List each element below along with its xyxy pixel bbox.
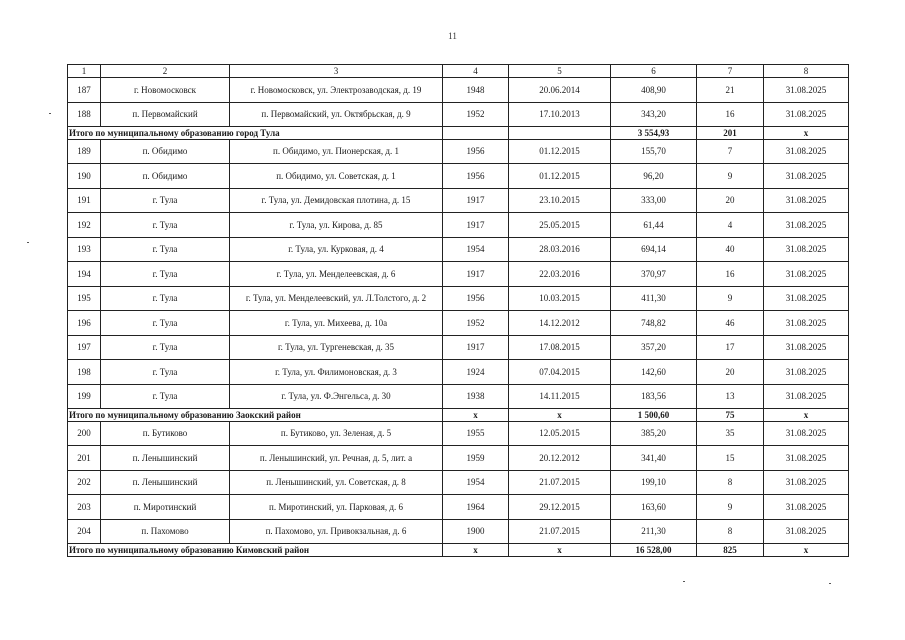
table-cell: 343,20 xyxy=(611,102,697,127)
table-cell: 1917 xyxy=(443,188,509,213)
table-cell: 200 xyxy=(68,421,101,446)
table-cell: 13 xyxy=(697,384,764,409)
table-cell: 28.03.2016 xyxy=(509,237,611,262)
table-row xyxy=(68,421,849,446)
table-cell: 15 xyxy=(697,446,764,471)
table-cell: 20.12.2012 xyxy=(509,446,611,471)
table-cell: 1952 xyxy=(443,102,509,127)
header-cell: 1 xyxy=(68,65,101,78)
table-cell: 21.07.2015 xyxy=(509,519,611,544)
table-cell: 196 xyxy=(68,311,101,336)
table-cell: 8 xyxy=(697,470,764,495)
table-row xyxy=(68,360,849,385)
table-cell: 7 xyxy=(697,139,764,164)
table-cell: г. Тула, ул. Филимоновская, д. 3 xyxy=(230,360,443,385)
table-cell: п. Пахомово, ул. Привокзальная, д. 6 xyxy=(230,519,443,544)
table-cell: г. Тула xyxy=(101,237,230,262)
table-cell: 408,90 xyxy=(611,78,697,103)
total-cell: 201 xyxy=(697,127,764,140)
table-cell: 370,97 xyxy=(611,262,697,287)
table-cell: 9 xyxy=(697,164,764,189)
table-cell: 31.08.2025 xyxy=(764,286,849,311)
total-cell: 75 xyxy=(697,409,764,422)
table-cell: 23.10.2015 xyxy=(509,188,611,213)
table-row xyxy=(68,335,849,360)
table-cell: 31.08.2025 xyxy=(764,102,849,127)
table-cell: 1948 xyxy=(443,78,509,103)
table-cell: 203 xyxy=(68,495,101,520)
table-cell: 1956 xyxy=(443,164,509,189)
table-cell: 21.07.2015 xyxy=(509,470,611,495)
table-cell: 1959 xyxy=(443,446,509,471)
table-cell: г. Тула, ул. Тургеневская, д. 35 xyxy=(230,335,443,360)
table-cell: 191 xyxy=(68,188,101,213)
table-cell: 22.03.2016 xyxy=(509,262,611,287)
table-cell: 1938 xyxy=(443,384,509,409)
table-row xyxy=(68,286,849,311)
table-cell: г. Тула xyxy=(101,335,230,360)
table-cell: п. Бутиково, ул. Зеленая, д. 5 xyxy=(230,421,443,446)
table-cell: г. Тула xyxy=(101,188,230,213)
table-cell: 385,20 xyxy=(611,421,697,446)
table-cell: 31.08.2025 xyxy=(764,495,849,520)
table-cell: 20 xyxy=(697,360,764,385)
table-cell: 694,14 xyxy=(611,237,697,262)
table-cell: п. Ленышинский, ул. Речная, д. 5, лит. а xyxy=(230,446,443,471)
page-number: 11 xyxy=(448,31,457,41)
table-cell: 31.08.2025 xyxy=(764,335,849,360)
total-cell: 1 500,60 xyxy=(611,409,697,422)
table-cell: 1956 xyxy=(443,286,509,311)
header-cell: 8 xyxy=(764,65,849,78)
table-cell: 31.08.2025 xyxy=(764,237,849,262)
table-cell: 1952 xyxy=(443,311,509,336)
total-cell: х xyxy=(764,409,849,422)
table-cell: п. Обидимо xyxy=(101,164,230,189)
table-cell: 1917 xyxy=(443,335,509,360)
table-cell: г. Новомосковск xyxy=(101,78,230,103)
total-row xyxy=(68,409,849,422)
total-cell: х xyxy=(509,544,611,557)
table-cell: 31.08.2025 xyxy=(764,421,849,446)
table-row xyxy=(68,188,849,213)
table-cell: 1917 xyxy=(443,262,509,287)
table-row xyxy=(68,262,849,287)
table-cell: п. Обидимо, ул. Советская, д. 1 xyxy=(230,164,443,189)
table-cell: г. Тула xyxy=(101,311,230,336)
total-cell: х xyxy=(509,409,611,422)
header-cell: 6 xyxy=(611,65,697,78)
total-cell: 16 528,00 xyxy=(611,544,697,557)
total-label: Итого по муниципальному образованию Кимовский район xyxy=(68,544,443,557)
table-cell: г. Тула xyxy=(101,384,230,409)
header-cell: 7 xyxy=(697,65,764,78)
table-cell: 198 xyxy=(68,360,101,385)
table-row xyxy=(68,384,849,409)
table-cell: 31.08.2025 xyxy=(764,311,849,336)
table-cell: 31.08.2025 xyxy=(764,519,849,544)
scan-speck xyxy=(27,242,29,243)
table-cell: п. Миротинский, ул. Парковая, д. 6 xyxy=(230,495,443,520)
table-cell: п. Обидимо, ул. Пионерская, д. 1 xyxy=(230,139,443,164)
table-cell: 14.12.2012 xyxy=(509,311,611,336)
table-cell: 202 xyxy=(68,470,101,495)
table-cell: 1900 xyxy=(443,519,509,544)
table-cell: 189 xyxy=(68,139,101,164)
table-row xyxy=(68,470,849,495)
table-cell: г. Тула, ул. Менделеевская, д. 6 xyxy=(230,262,443,287)
table-cell: 142,60 xyxy=(611,360,697,385)
table-cell: 199,10 xyxy=(611,470,697,495)
table-cell: 01.12.2015 xyxy=(509,164,611,189)
table-cell: п. Обидимо xyxy=(101,139,230,164)
table-cell: 1955 xyxy=(443,421,509,446)
total-cell: 825 xyxy=(697,544,764,557)
table-cell: 31.08.2025 xyxy=(764,164,849,189)
table-cell: 194 xyxy=(68,262,101,287)
housing-table xyxy=(67,64,849,557)
table-cell: 201 xyxy=(68,446,101,471)
table-cell: 188 xyxy=(68,102,101,127)
table-cell: 211,30 xyxy=(611,519,697,544)
table-cell: 341,40 xyxy=(611,446,697,471)
table-cell: 1917 xyxy=(443,213,509,238)
table-cell: 1954 xyxy=(443,237,509,262)
table-cell: п. Ленышинский, ул. Советская, д. 8 xyxy=(230,470,443,495)
total-label: Итого по муниципальному образованию город Тула xyxy=(68,127,443,140)
table-cell: 192 xyxy=(68,213,101,238)
table-cell: 748,82 xyxy=(611,311,697,336)
header-cell: 5 xyxy=(509,65,611,78)
table-cell: 31.08.2025 xyxy=(764,262,849,287)
table-row xyxy=(68,164,849,189)
table-cell: 25.05.2015 xyxy=(509,213,611,238)
total-row xyxy=(68,127,849,140)
table-cell: 20.06.2014 xyxy=(509,78,611,103)
table-cell: г. Тула, ул. Менделеевский, ул. Л.Толстого, д. 2 xyxy=(230,286,443,311)
table-cell: 46 xyxy=(697,311,764,336)
table-cell: г. Тула, ул. Кирова, д. 85 xyxy=(230,213,443,238)
table-cell: г. Тула xyxy=(101,360,230,385)
table-cell: г. Тула xyxy=(101,286,230,311)
table-cell: 16 xyxy=(697,102,764,127)
table-cell: 31.08.2025 xyxy=(764,360,849,385)
table-cell: 29.12.2015 xyxy=(509,495,611,520)
table-cell: г. Тула, ул. Демидовская плотина, д. 15 xyxy=(230,188,443,213)
table-cell: г. Новомосковск, ул. Электрозаводская, д. 19 xyxy=(230,78,443,103)
table-cell: 333,00 xyxy=(611,188,697,213)
table-cell: 07.04.2015 xyxy=(509,360,611,385)
table-cell: 12.05.2015 xyxy=(509,421,611,446)
table-cell: 31.08.2025 xyxy=(764,384,849,409)
table-cell: г. Тула xyxy=(101,213,230,238)
table-cell: 31.08.2025 xyxy=(764,446,849,471)
table-row xyxy=(68,102,849,127)
table-cell: 411,30 xyxy=(611,286,697,311)
table-cell: п. Ленышинский xyxy=(101,446,230,471)
table-cell: 193 xyxy=(68,237,101,262)
table-cell: 10.03.2015 xyxy=(509,286,611,311)
table-cell: 199 xyxy=(68,384,101,409)
table-cell: 16 xyxy=(697,262,764,287)
table-cell: 17.10.2013 xyxy=(509,102,611,127)
table-row xyxy=(68,495,849,520)
table-cell: 61,44 xyxy=(611,213,697,238)
table-cell: п. Ленышинский xyxy=(101,470,230,495)
table-cell: 17 xyxy=(697,335,764,360)
table-cell: 1924 xyxy=(443,360,509,385)
total-cell: х xyxy=(443,409,509,422)
table-cell: 17.08.2015 xyxy=(509,335,611,360)
table-cell: 31.08.2025 xyxy=(764,78,849,103)
table-cell: 187 xyxy=(68,78,101,103)
total-cell xyxy=(509,127,611,140)
table-cell: 204 xyxy=(68,519,101,544)
header-row xyxy=(68,65,849,78)
table-cell: п. Бутиково xyxy=(101,421,230,446)
table-cell: 31.08.2025 xyxy=(764,213,849,238)
table-cell: 31.08.2025 xyxy=(764,188,849,213)
table-cell: 14.11.2015 xyxy=(509,384,611,409)
table-cell: 8 xyxy=(697,519,764,544)
scan-speck xyxy=(829,583,831,584)
table-cell: п. Первомайский xyxy=(101,102,230,127)
table-cell: 357,20 xyxy=(611,335,697,360)
total-cell xyxy=(443,127,509,140)
table-cell: 190 xyxy=(68,164,101,189)
header-cell: 2 xyxy=(101,65,230,78)
total-row xyxy=(68,544,849,557)
table-cell: 195 xyxy=(68,286,101,311)
table-row xyxy=(68,78,849,103)
table-cell: 155,70 xyxy=(611,139,697,164)
table-row xyxy=(68,311,849,336)
table-cell: 4 xyxy=(697,213,764,238)
table-cell: г. Тула, ул. Михеева, д. 10а xyxy=(230,311,443,336)
table-cell: п. Пахомово xyxy=(101,519,230,544)
table-cell: 183,56 xyxy=(611,384,697,409)
table-cell: г. Тула, ул. Курковая, д. 4 xyxy=(230,237,443,262)
table-cell: 01.12.2015 xyxy=(509,139,611,164)
table-cell: 9 xyxy=(697,495,764,520)
table-cell: 163,60 xyxy=(611,495,697,520)
table-cell: 21 xyxy=(697,78,764,103)
total-cell: х xyxy=(764,127,849,140)
table-cell: 9 xyxy=(697,286,764,311)
scan-speck xyxy=(683,581,685,582)
table-cell: 1954 xyxy=(443,470,509,495)
table-cell: 1964 xyxy=(443,495,509,520)
total-label: Итого по муниципальному образованию Заокский район xyxy=(68,409,443,422)
header-cell: 3 xyxy=(230,65,443,78)
table-row xyxy=(68,446,849,471)
table-row xyxy=(68,139,849,164)
header-cell: 4 xyxy=(443,65,509,78)
total-cell: х xyxy=(764,544,849,557)
table-row xyxy=(68,519,849,544)
table-cell: г. Тула xyxy=(101,262,230,287)
table-cell: 40 xyxy=(697,237,764,262)
total-cell: х xyxy=(443,544,509,557)
total-cell: 3 554,93 xyxy=(611,127,697,140)
table-cell: 35 xyxy=(697,421,764,446)
scan-speck xyxy=(49,113,51,114)
table-cell: 20 xyxy=(697,188,764,213)
table-cell: 1956 xyxy=(443,139,509,164)
table-cell: 31.08.2025 xyxy=(764,470,849,495)
table-cell: г. Тула, ул. Ф.Энгельса, д. 30 xyxy=(230,384,443,409)
table-cell: п. Первомайский, ул. Октябрьская, д. 9 xyxy=(230,102,443,127)
table-cell: п. Миротинский xyxy=(101,495,230,520)
table-row xyxy=(68,237,849,262)
table-cell: 197 xyxy=(68,335,101,360)
table-cell: 96,20 xyxy=(611,164,697,189)
table-cell: 31.08.2025 xyxy=(764,139,849,164)
table-row xyxy=(68,213,849,238)
